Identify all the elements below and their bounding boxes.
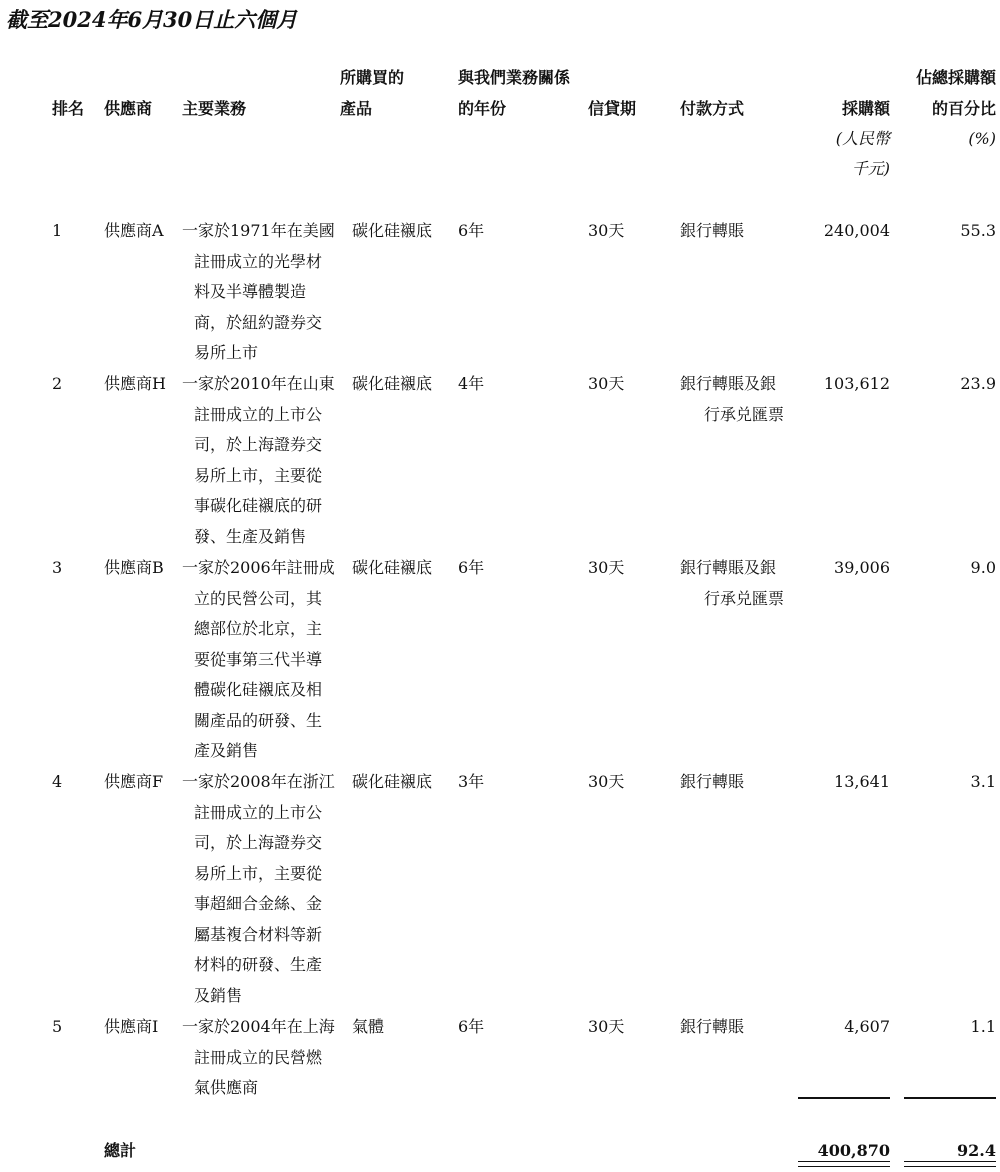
page-title: 截至2024年6月30日止六個月 — [6, 7, 298, 32]
business-line: 事超細合金絲、金 — [194, 894, 323, 913]
supplier-cell: 供應商F — [104, 772, 164, 791]
header-amount-unit-line2: 千元) — [851, 159, 890, 178]
header-products-line1: 所購買的 — [340, 68, 405, 87]
supplier-cell: 供應商A — [104, 221, 164, 240]
amount-cell: 4,607 — [844, 1017, 890, 1036]
business-line: 材料的研發、生產 — [194, 955, 323, 974]
credit-cell: 30天 — [588, 558, 625, 577]
business-cell — [182, 1012, 342, 1104]
product-cell: 氣體 — [352, 1017, 385, 1036]
payment-cell — [680, 369, 784, 430]
rank-cell: 2 — [52, 374, 63, 393]
total-double-rule-amount-top — [798, 1161, 890, 1162]
amount-cell: 13,641 — [834, 772, 890, 791]
header-years-line1: 與我們業務關係 — [458, 68, 571, 87]
credit-cell: 30天 — [588, 1017, 625, 1036]
business-line: 及銷售 — [194, 985, 243, 1005]
business-cell — [182, 216, 342, 369]
header-products-line2: 產品 — [340, 99, 373, 118]
rank-cell: 4 — [52, 772, 63, 791]
business-line: 易所上市，主要從 — [194, 863, 323, 883]
years-cell: 4年 — [458, 374, 485, 393]
business-line: 總部位於北京，主 — [194, 619, 323, 638]
product-cell: 碳化硅襯底 — [352, 374, 433, 393]
header-pct-unit: (%) — [968, 129, 996, 148]
product-cell: 碳化硅襯底 — [352, 221, 433, 240]
header-amount: 採購額 — [841, 99, 890, 118]
subtotal-rule-amount — [798, 1097, 890, 1099]
rank-cell: 1 — [52, 221, 63, 240]
amount-cell: 240,004 — [823, 221, 890, 240]
business-line: 易所上市 — [194, 343, 259, 362]
business-line: 氣供應商 — [194, 1078, 259, 1097]
business-line: 屬基複合材料等新 — [194, 924, 323, 944]
total-double-rule-pct-bottom — [904, 1166, 996, 1167]
total-amount: 400,870 — [817, 1141, 890, 1160]
years-cell: 6年 — [458, 1017, 485, 1036]
business-line: 註冊成立的上市公 — [194, 802, 323, 822]
header-pct-line1: 佔總採購額 — [915, 68, 996, 87]
pct-cell: 55.3 — [960, 221, 996, 240]
credit-cell: 30天 — [588, 221, 625, 240]
header-credit: 信貸期 — [588, 99, 637, 118]
total-double-rule-amount-bottom — [798, 1166, 890, 1167]
business-line: 註冊成立的上市公 — [194, 404, 323, 424]
business-cell — [182, 369, 342, 552]
total-pct: 92.4 — [957, 1141, 996, 1160]
supplier-cell: 供應商H — [104, 374, 166, 393]
payment-line: 銀行轉賬及銀 — [680, 374, 777, 393]
product-cell: 碳化硅襯底 — [352, 772, 433, 791]
business-line: 一家於2008年在浙江 — [182, 772, 335, 791]
header-supplier: 供應商 — [104, 99, 153, 118]
years-cell: 3年 — [458, 772, 485, 791]
business-line: 產及銷售 — [194, 741, 259, 760]
payment-line: 行承兑匯票 — [704, 588, 785, 608]
payment-cell — [680, 216, 744, 247]
amount-cell: 103,612 — [823, 374, 890, 393]
header-payment: 付款方式 — [680, 99, 745, 118]
years-cell: 6年 — [458, 558, 485, 577]
business-line: 易所上市，主要從 — [194, 465, 323, 485]
header-rank: 排名 — [52, 99, 85, 118]
pct-cell: 3.1 — [970, 772, 996, 791]
pct-cell: 1.1 — [970, 1017, 996, 1036]
rank-cell: 5 — [52, 1017, 63, 1036]
business-line: 體碳化硅襯底及相 — [194, 680, 323, 699]
payment-line: 行承兑匯票 — [704, 404, 785, 424]
amount-cell: 39,006 — [834, 558, 890, 577]
payment-cell — [680, 1012, 744, 1043]
header-business: 主要業務 — [182, 99, 247, 118]
business-line: 立的民營公司，其 — [194, 588, 323, 608]
business-line: 事碳化硅襯底的研 — [194, 496, 323, 515]
business-line: 要從事第三代半導 — [194, 649, 323, 669]
payment-line: 銀行轉賬 — [680, 772, 745, 791]
header-amount-unit-line1: (人民幣 — [835, 129, 890, 148]
business-line: 關產品的研發、生 — [194, 710, 323, 730]
header-pct-line2: 的百分比 — [931, 99, 996, 118]
business-line: 一家於2006年註冊成 — [182, 558, 335, 577]
business-cell — [182, 553, 342, 767]
business-cell — [182, 767, 342, 1011]
supplier-cell: 供應商I — [104, 1017, 159, 1036]
rank-cell: 3 — [52, 558, 63, 577]
subtotal-rule-pct — [904, 1097, 996, 1099]
product-cell: 碳化硅襯底 — [352, 558, 433, 577]
credit-cell: 30天 — [588, 772, 625, 791]
business-line: 發、生產及銷售 — [194, 526, 307, 546]
pct-cell: 9.0 — [970, 558, 996, 577]
business-line: 一家於1971年在美國 — [182, 221, 335, 240]
business-line: 司，於上海證券交 — [194, 833, 323, 852]
business-line: 料及半導體製造 — [194, 282, 307, 301]
business-line: 註冊成立的民營燃 — [194, 1047, 323, 1067]
business-line: 一家於2004年在上海 — [182, 1017, 335, 1036]
header-years-line2: 的年份 — [458, 99, 507, 118]
years-cell: 6年 — [458, 221, 485, 240]
business-line: 一家於2010年在山東 — [182, 374, 335, 393]
total-label: 總計 — [104, 1141, 137, 1160]
payment-line: 銀行轉賬 — [680, 1017, 745, 1036]
business-line: 註冊成立的光學材 — [194, 251, 323, 271]
payment-line: 銀行轉賬及銀 — [680, 558, 777, 577]
payment-line: 銀行轉賬 — [680, 221, 745, 240]
credit-cell: 30天 — [588, 374, 625, 393]
payment-cell — [680, 553, 784, 614]
pct-cell: 23.9 — [960, 374, 996, 393]
business-line: 商，於紐約證券交 — [194, 312, 323, 332]
supplier-cell: 供應商B — [104, 558, 164, 577]
business-line: 司，於上海證券交 — [194, 435, 323, 454]
payment-cell — [680, 767, 744, 798]
total-double-rule-pct-top — [904, 1161, 996, 1162]
